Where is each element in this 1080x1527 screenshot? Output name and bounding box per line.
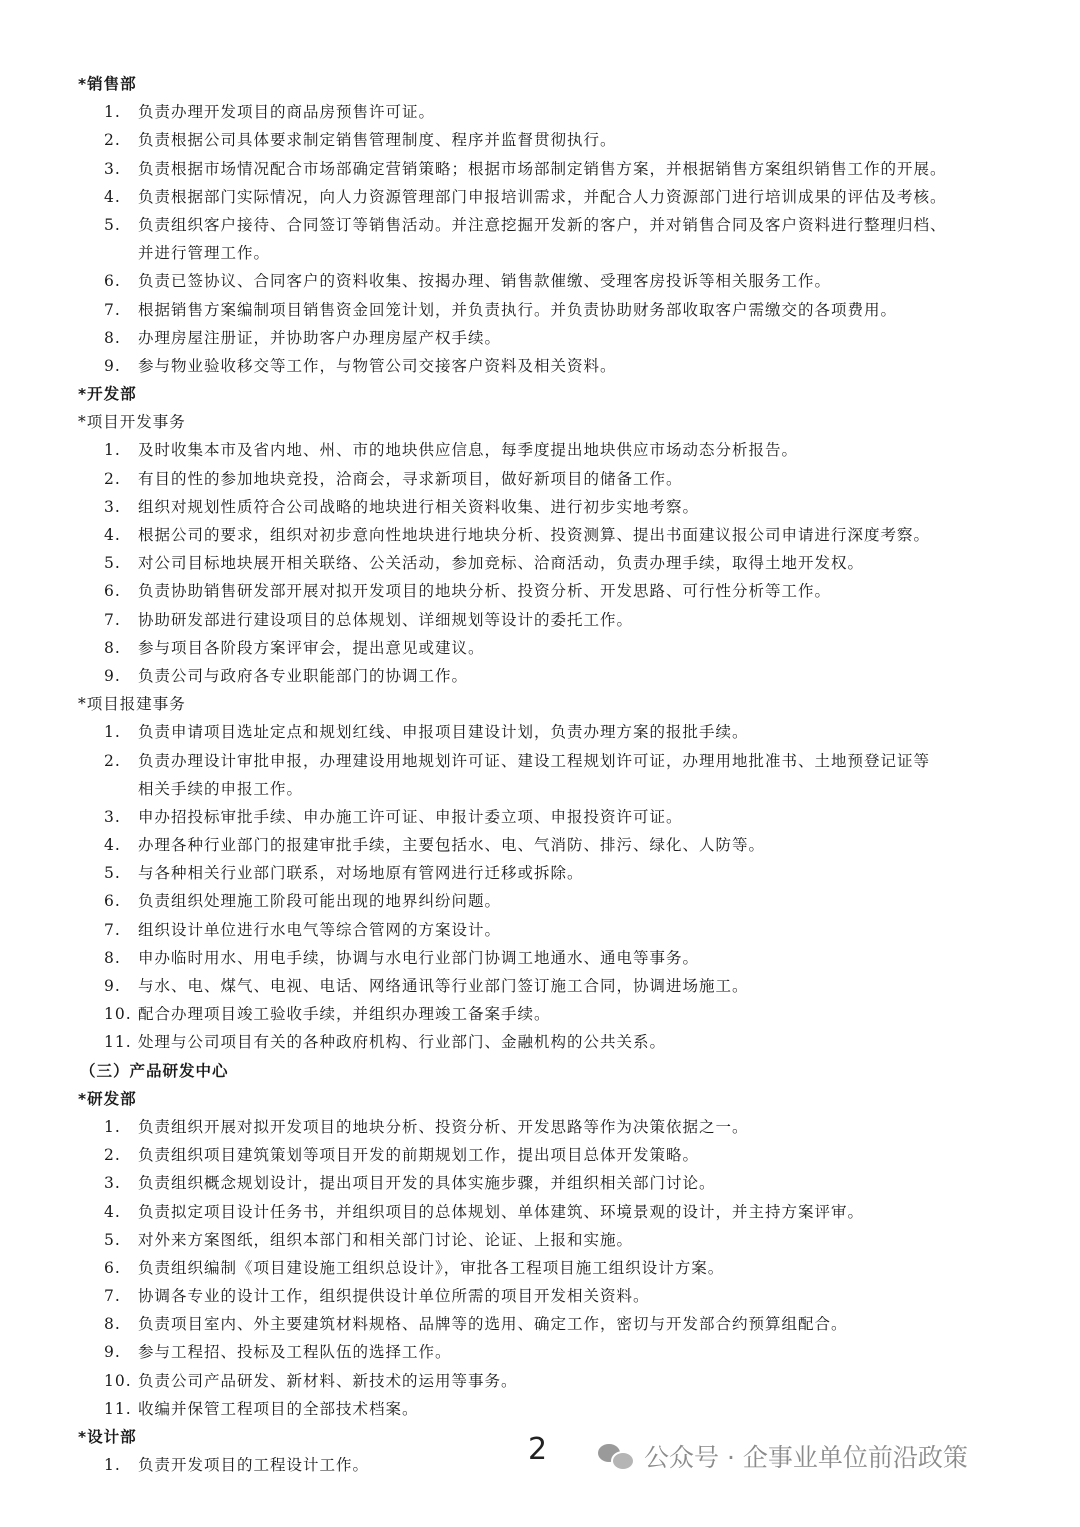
list-item — [0, 1367, 1080, 1395]
item-number: 6. — [104, 582, 121, 601]
item-number: 6. — [104, 272, 121, 291]
item-number: 1. — [104, 723, 121, 742]
item-text: 负责拟定项目设计任务书，并组织项目的总体规划、单体建筑、环境景观的设计，并主持方案评审。 — [138, 1202, 865, 1221]
item-number: 5. — [104, 864, 121, 883]
list-item — [0, 1198, 1080, 1226]
list-item — [0, 126, 1080, 154]
list-item — [0, 98, 1080, 126]
item-text: 负责组织开展对拟开发项目的地块分析、投资分析、开发思路等作为决策依据之一。 — [138, 1117, 749, 1136]
item-text: 负责根据市场情况配合市场部确定营销策略；根据市场部制定销售方案，并根据销售方案组织销售工作的开展。 — [138, 159, 947, 178]
item-text: 负责已签协议、合同客户的资料收集、按揭办理、销售款催缴、受理客房投诉等相关服务工作。 — [138, 272, 832, 291]
item-number: 9. — [104, 666, 121, 685]
item-number: 4. — [104, 836, 121, 855]
item-text: 与水、电、煤气、电视、电话、网络通讯等行业部门签订施工合同，协调进场施工。 — [138, 977, 749, 995]
watermark-text: 公众号 · 企事业单位前沿政策 — [644, 1443, 968, 1472]
list-item — [0, 465, 1080, 493]
item-number: 8. — [104, 638, 121, 657]
list-item — [0, 859, 1080, 887]
item-number: 6. — [104, 892, 121, 911]
list-item — [0, 718, 1080, 746]
list-item — [0, 1310, 1080, 1338]
section-heading: *销售部 — [78, 75, 137, 93]
watermark — [598, 1438, 968, 1474]
item-number: 2. — [104, 1146, 121, 1165]
item-text: 负责申请项目选址定点和规划红线、申报项目建设计划，负责办理方案的报批手续。 — [138, 723, 749, 742]
item-text: 负责办理设计审批申报，办理建设用地规划许可证、建设工程规划许可证，办理用地批准书、土地预登记证等 — [138, 751, 931, 770]
item-number: 9. — [104, 977, 121, 995]
item-text: 根据公司的要求，组织对初步意向性地块进行地块分析、投资测算、提出书面建议报公司申请进行深度考察。 — [138, 526, 931, 544]
item-number: 4. — [104, 187, 121, 206]
list-item — [0, 1169, 1080, 1197]
list-item-continuation: 并进行管理工作。 — [138, 244, 271, 263]
item-text: 对公司目标地块展开相关联络、公关活动，参加竞标、洽商活动，负责办理手续，取得土地开发权。 — [138, 554, 865, 573]
list-item — [0, 944, 1080, 972]
item-number: 5. — [104, 1230, 121, 1249]
item-number: 1. — [104, 103, 121, 122]
item-text: 对外来方案图纸，组织本部门和相关部门讨论、论证、上报和实施。 — [138, 1230, 634, 1249]
list-item — [0, 267, 1080, 295]
item-number: 7. — [104, 1287, 121, 1306]
item-text: 负责组织编制《项目建设施工组织总设计》，审批各工程项目施工组织设计方案。 — [138, 1258, 725, 1277]
item-text: 参与物业验收移交等工作，与物管公司交接客户资料及相关资料。 — [138, 356, 617, 375]
section-heading: *开发部 — [78, 385, 137, 404]
item-number: 1. — [104, 1117, 121, 1136]
item-text: 负责公司产品研发、新材料、新技术的运用等事务。 — [138, 1371, 518, 1390]
item-text: 负责开发项目的工程设计工作。 — [138, 1456, 370, 1475]
item-text: 办理房屋注册证，并协助客户办理房屋产权手续。 — [138, 328, 502, 347]
list-item — [0, 887, 1080, 915]
item-text: 办理各种行业部门的报建审批手续，主要包括水、电、气消防、排污、绿化、人防等。 — [138, 836, 766, 855]
item-text: 申办临时用水、用电手续，协调与水电行业部门协调工地通水、通电等事务。 — [138, 948, 700, 967]
list-item — [0, 324, 1080, 352]
item-number: 8. — [104, 1315, 121, 1334]
item-text: 负责办理开发项目的商品房预售许可证。 — [138, 103, 436, 122]
item-number: 11. — [104, 1399, 132, 1418]
item-text: 与各种相关行业部门联系，对场地原有管网进行迁移或拆除。 — [138, 864, 584, 883]
item-text: 负责根据部门实际情况，向人力资源管理部门申报培训需求，并配合人力资源部门进行培训成果的评估及考核。 — [138, 187, 947, 206]
item-number: 7. — [104, 610, 121, 629]
subsection-heading: *项目开发事务 — [78, 413, 186, 432]
list-item — [0, 296, 1080, 324]
item-number: 3. — [104, 497, 121, 516]
item-number: 1. — [104, 441, 121, 460]
list-item — [0, 1028, 1080, 1056]
section-heading: *设计部 — [78, 1428, 137, 1446]
list-item — [0, 803, 1080, 831]
item-number: 8. — [104, 948, 121, 967]
item-text: 负责公司与政府各专业职能部门的协调工作。 — [138, 666, 469, 685]
item-number: 4. — [104, 526, 121, 544]
list-item — [0, 606, 1080, 634]
list-item — [0, 1338, 1080, 1366]
item-text: 有目的性的参加地块竞投，洽商会，寻求新项目，做好新项目的储备工作。 — [138, 469, 683, 488]
subsection-heading: *项目报建事务 — [78, 695, 186, 714]
list-item — [0, 1113, 1080, 1141]
item-text: 负责协助销售研发部开展对拟开发项目的地块分析、投资分析、开发思路、可行性分析等工作。 — [138, 582, 832, 601]
list-item — [0, 549, 1080, 577]
item-number: 10. — [104, 1005, 132, 1024]
item-number: 3. — [104, 807, 121, 826]
item-text: 负责项目室内、外主要建筑材料规格、品牌等的选用、确定工作，密切与开发部合约预算组配合。 — [138, 1315, 848, 1334]
item-number: 3. — [104, 159, 121, 178]
item-text: 根据销售方案编制项目销售资金回笼计划，并负责执行。并负责协助财务部收取客户需缴交的各项费用。 — [138, 300, 898, 319]
list-item — [0, 1282, 1080, 1310]
list-item — [0, 521, 1080, 549]
item-number: 9. — [104, 356, 121, 375]
list-item — [0, 493, 1080, 521]
item-text: 负责根据公司具体要求制定销售管理制度、程序并监督贯彻执行。 — [138, 131, 617, 150]
list-item — [0, 1254, 1080, 1282]
list-item — [0, 1000, 1080, 1028]
list-item — [0, 831, 1080, 859]
section-heading: *研发部 — [78, 1089, 137, 1108]
list-item — [0, 634, 1080, 662]
item-text: 申办招投标审批手续、申办施工许可证、申报计委立项、申报投资许可证。 — [138, 807, 683, 826]
item-text: 负责组织客户接待、合同签订等销售活动。并注意挖掘开发新的客户，并对销售合同及客户资料进行整理归档、 — [138, 215, 947, 234]
section-heading: （三）产品研发中心 — [80, 1061, 229, 1080]
item-text: 组织对规划性质符合公司战略的地块进行相关资料收集、进行初步实地考察。 — [138, 497, 700, 516]
item-text: 配合办理项目竣工验收手续，并组织办理竣工备案手续。 — [138, 1005, 551, 1024]
item-number: 3. — [104, 1174, 121, 1193]
item-number: 7. — [104, 920, 121, 939]
list-item — [0, 972, 1080, 1000]
list-item — [0, 662, 1080, 690]
list-item — [0, 916, 1080, 944]
document-body — [0, 70, 1080, 1479]
item-number: 1. — [104, 1456, 121, 1475]
page-number: 2 — [528, 1432, 548, 1467]
item-text: 协调各专业的设计工作，组织提供设计单位所需的项目开发相关资料。 — [138, 1287, 650, 1306]
item-text: 参与项目各阶段方案评审会，提出意见或建议。 — [138, 638, 485, 657]
list-item — [0, 1226, 1080, 1254]
item-number: 8. — [104, 328, 121, 347]
list-item — [0, 155, 1080, 183]
item-text: 及时收集本市及省内地、州、市的地块供应信息，每季度提出地块供应市场动态分析报告。 — [138, 441, 799, 460]
item-number: 5. — [104, 554, 121, 573]
item-text: 参与工程招、投标及工程队伍的选择工作。 — [138, 1343, 452, 1362]
list-item-continuation: 相关手续的申报工作。 — [138, 779, 304, 798]
item-number: 2. — [104, 131, 121, 150]
item-number: 2. — [104, 469, 121, 488]
list-item — [0, 211, 1080, 239]
item-text: 负责组织项目建筑策划等项目开发的前期规划工作，提出项目总体开发策略。 — [138, 1146, 700, 1165]
list-item — [0, 747, 1080, 775]
page-footer — [0, 1430, 1080, 1480]
item-number: 5. — [104, 215, 121, 234]
item-text: 协助研发部进行建设项目的总体规划、详细规划等设计的委托工作。 — [138, 610, 634, 629]
item-number: 2. — [104, 751, 121, 770]
list-item — [0, 352, 1080, 380]
item-number: 7. — [104, 300, 121, 319]
list-item — [0, 183, 1080, 211]
item-text: 组织设计单位进行水电气等综合管网的方案设计。 — [138, 920, 502, 939]
item-number: 9. — [104, 1343, 121, 1362]
item-text: 负责组织概念规划设计，提出项目开发的具体实施步骤，并组织相关部门讨论。 — [138, 1174, 716, 1193]
item-number: 4. — [104, 1202, 121, 1221]
list-item — [0, 1395, 1080, 1423]
item-number: 11. — [104, 1033, 132, 1052]
wechat-icon — [598, 1442, 634, 1470]
list-item — [0, 577, 1080, 605]
item-number: 10. — [104, 1371, 132, 1390]
list-item — [0, 1141, 1080, 1169]
item-text: 收编并保管工程项目的全部技术档案。 — [138, 1399, 419, 1418]
item-text: 负责组织处理施工阶段可能出现的地界纠纷问题。 — [138, 892, 502, 911]
item-text: 处理与公司项目有关的各种政府机构、行业部门、金融机构的公共关系。 — [138, 1033, 667, 1052]
item-number: 6. — [104, 1258, 121, 1277]
list-item — [0, 436, 1080, 464]
